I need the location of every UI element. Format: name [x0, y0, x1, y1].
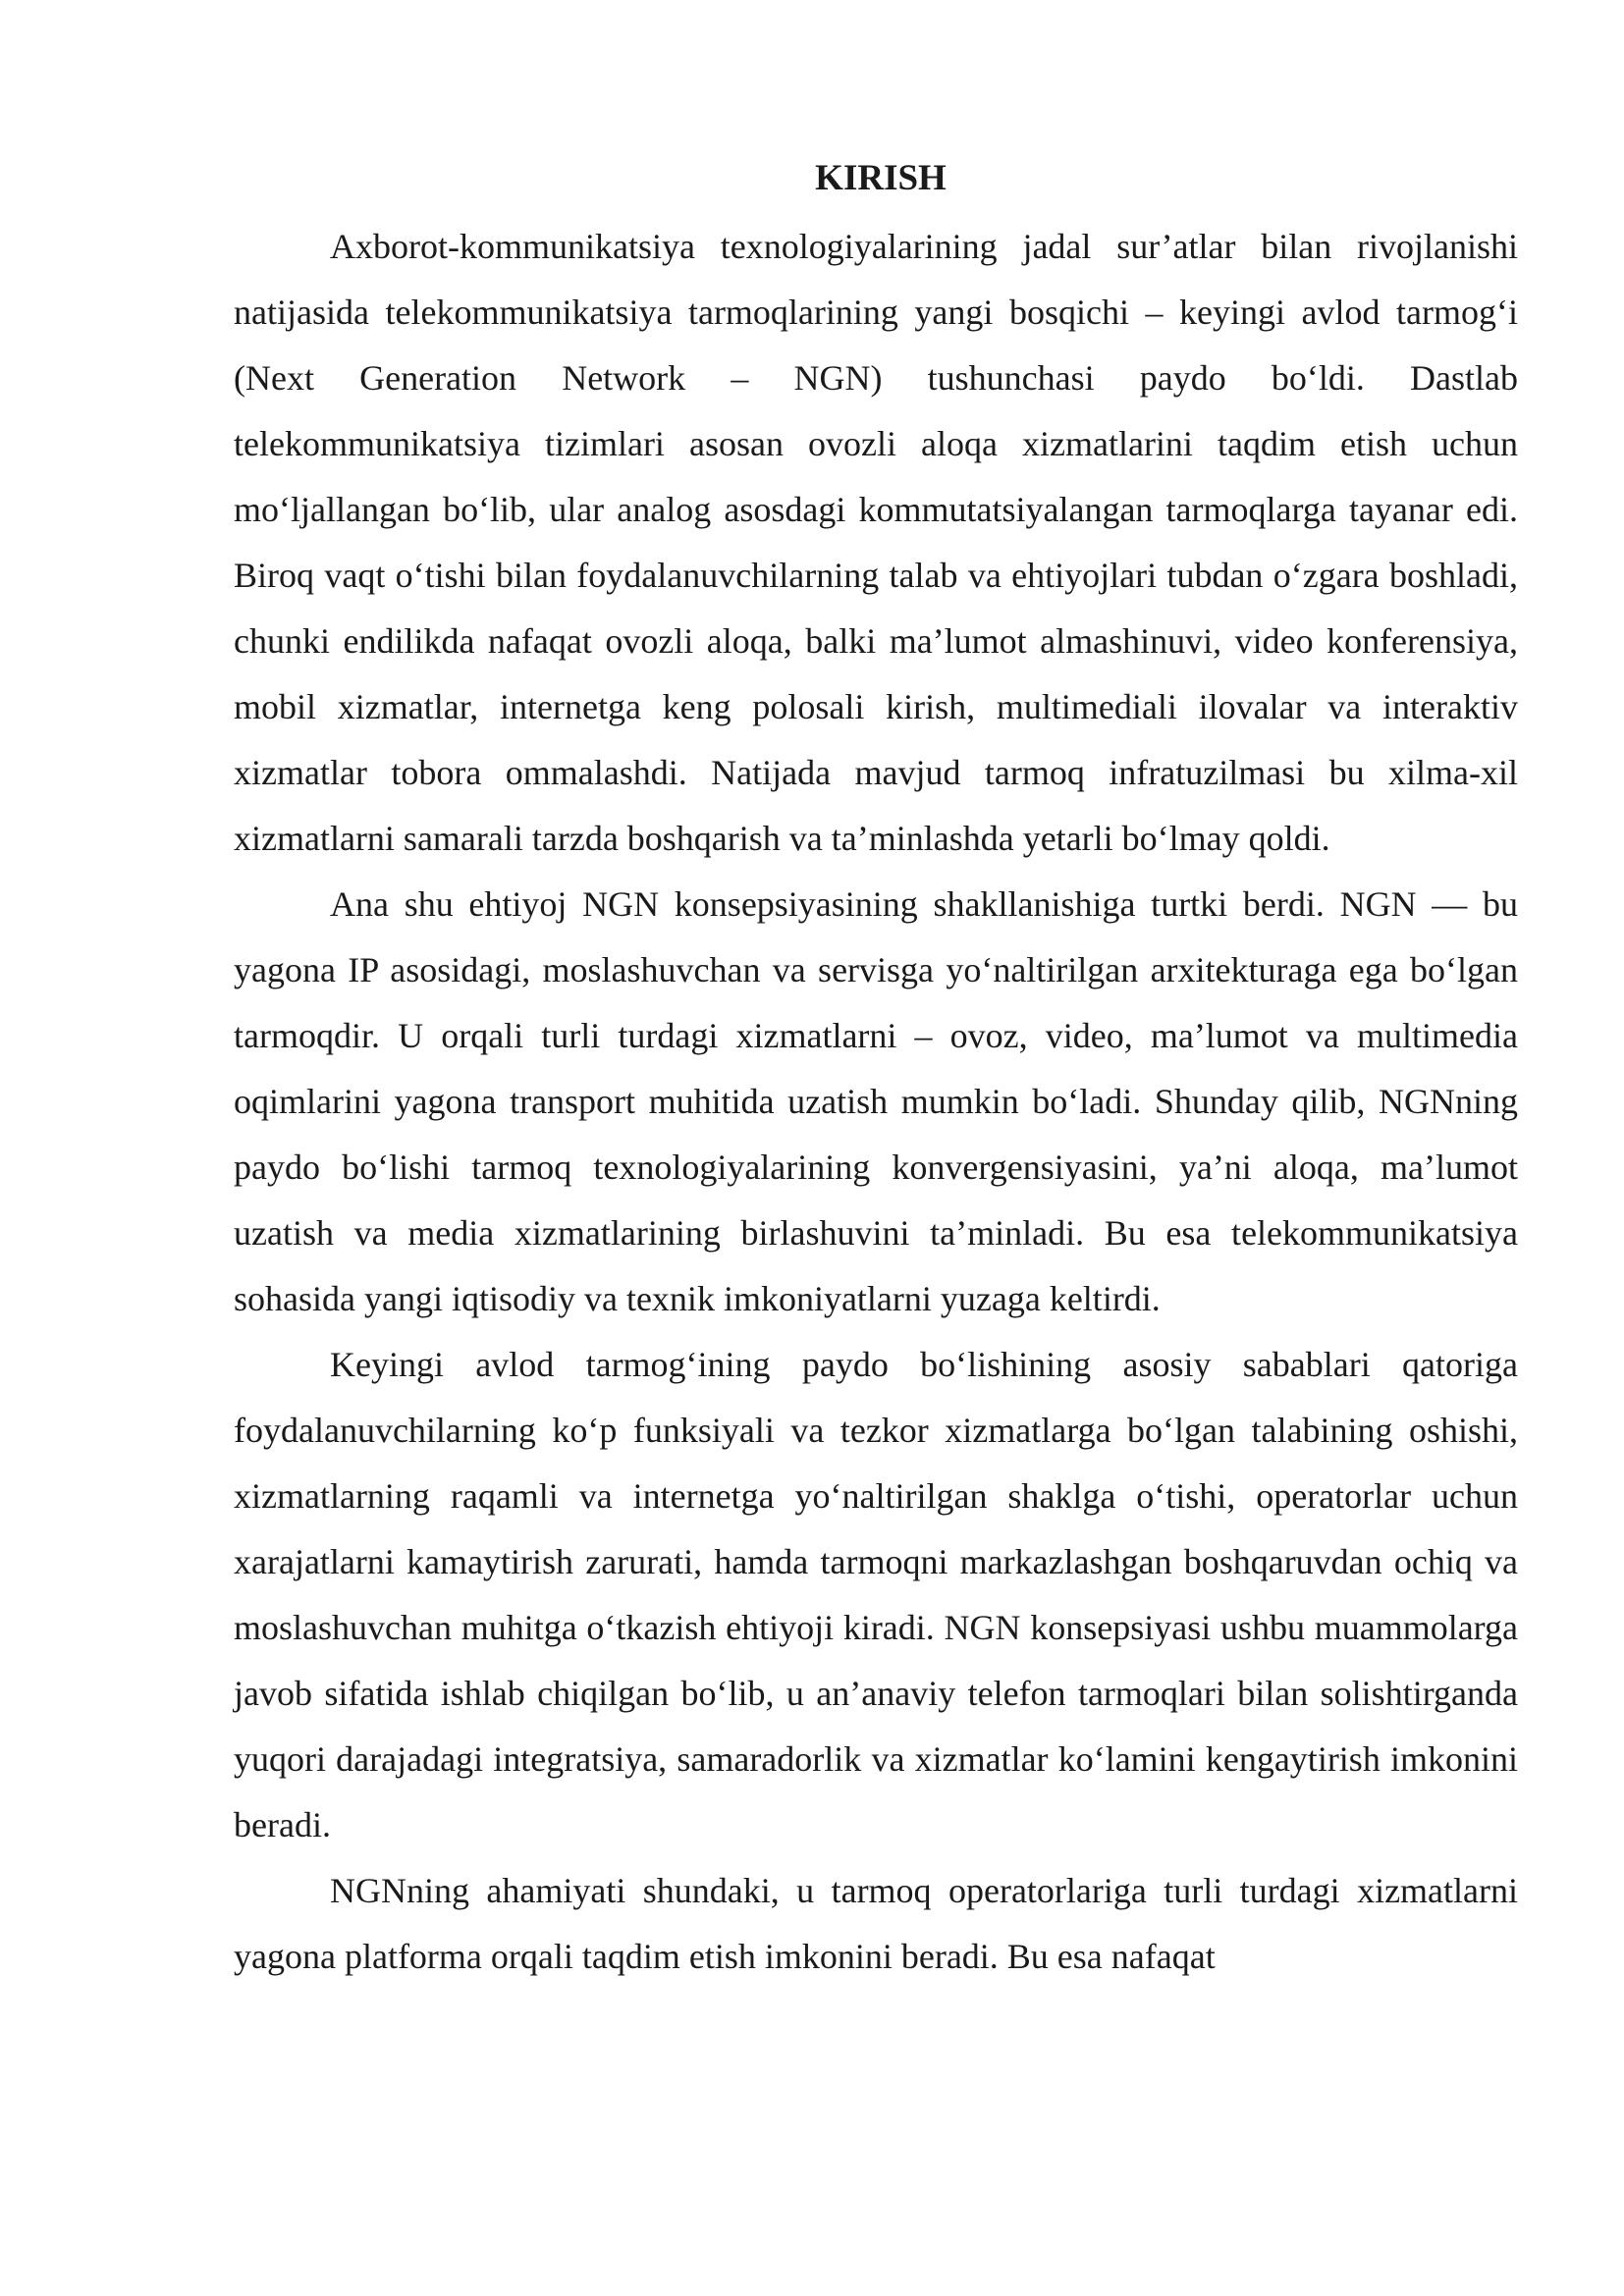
- document-page: [234, 147, 1518, 1990]
- paragraph-1: Axborot-kommunikatsiya texnologiyalarining jadal sur’atlar bilan rivojlanishi natijasida telekommunikatsiya tarmoqlarining yangi bosqichi – keyingi avlod tarmog‘i (Next Generation Network – NGN) tushunchasi paydo bo‘ldi. Dastlab telekommunikatsiya tizimlari asosan ovozli aloqa xizmatlarini taqdim etish uchun mo‘ljallangan bo‘lib, ular analog asosdagi kommutatsiyalangan tarmoqlarga tayanar edi. Biroq vaqt o‘tishi bilan foydalanuvchilarning talab va ehtiyojlari tubdan o‘zgara boshladi, chunki endilikda nafaqat ovozli aloqa, balki ma’lumot almashinuvi, video konferensiya, mobil xizmatlar, internetga keng polosali kirish, multimediali ilovalar va interaktiv xizmatlar tobora ommalashdi. Natijada mavjud tarmoq infratuzilmasi bu xilma-xil xizmatlarni samarali tarzda boshqarish va ta’minlashda yetarli bo‘lmay qoldi.: [234, 227, 1518, 858]
- paragraph-2: Ana shu ehtiyoj NGN konsepsiyasining shakllanishiga turtki berdi. NGN — bu yagona IP asosidagi, moslashuvchan va servisga yo‘naltirilgan arxitekturaga ega bo‘lgan tarmoqdir. U orqali turli turdagi xizmatlarni – ovoz, video, ma’lumot va multimedia oqimlarini yagona transport muhitida uzatish mumkin bo‘ladi. Shunday qilib, NGNning paydo bo‘lishi tarmoq texnologiyalarining konvergensiyasini, ya’ni aloqa, ma’lumot uzatish va media xizmatlarining birlashuvini ta’minladi. Bu esa telekommunikatsiya sohasida yangi iqtisodiy va texnik imkoniyatlarni yuzaga keltirdi.: [234, 884, 1518, 1318]
- page-title: KIRISH: [815, 158, 947, 198]
- paragraph-3: Keyingi avlod tarmog‘ining paydo bo‘lishining asosiy sabablari qatoriga foydalanuvchilarning ko‘p funksiyali va tezkor xizmatlarga bo‘lgan talabining oshishi, xizmatlarning raqamli va internetga yo‘naltirilgan shaklga o‘tishi, operatorlar uchun xarajatlarni kamaytirish zarurati, hamda tarmoqni markazlashgan boshqaruvdan ochiq va moslashuvchan muhitga o‘tkazish ehtiyoji kiradi. NGN konsepsiyasi ushbu muammolarga javob sifatida ishlab chiqilgan bo‘lib, u an’anaviy telefon tarmoqlari bilan solishtirganda yuqori darajadagi integratsiya, samaradorlik va xizmatlar ko‘lamini kengaytirish imkonini beradi.: [234, 1345, 1518, 1844]
- paragraph-4: NGNning ahamiyati shundaki, u tarmoq operatorlariga turli turdagi xizmatlarni yagona platforma orqali taqdim etish imkonini beradi. Bu esa nafaqat: [234, 1871, 1518, 1976]
